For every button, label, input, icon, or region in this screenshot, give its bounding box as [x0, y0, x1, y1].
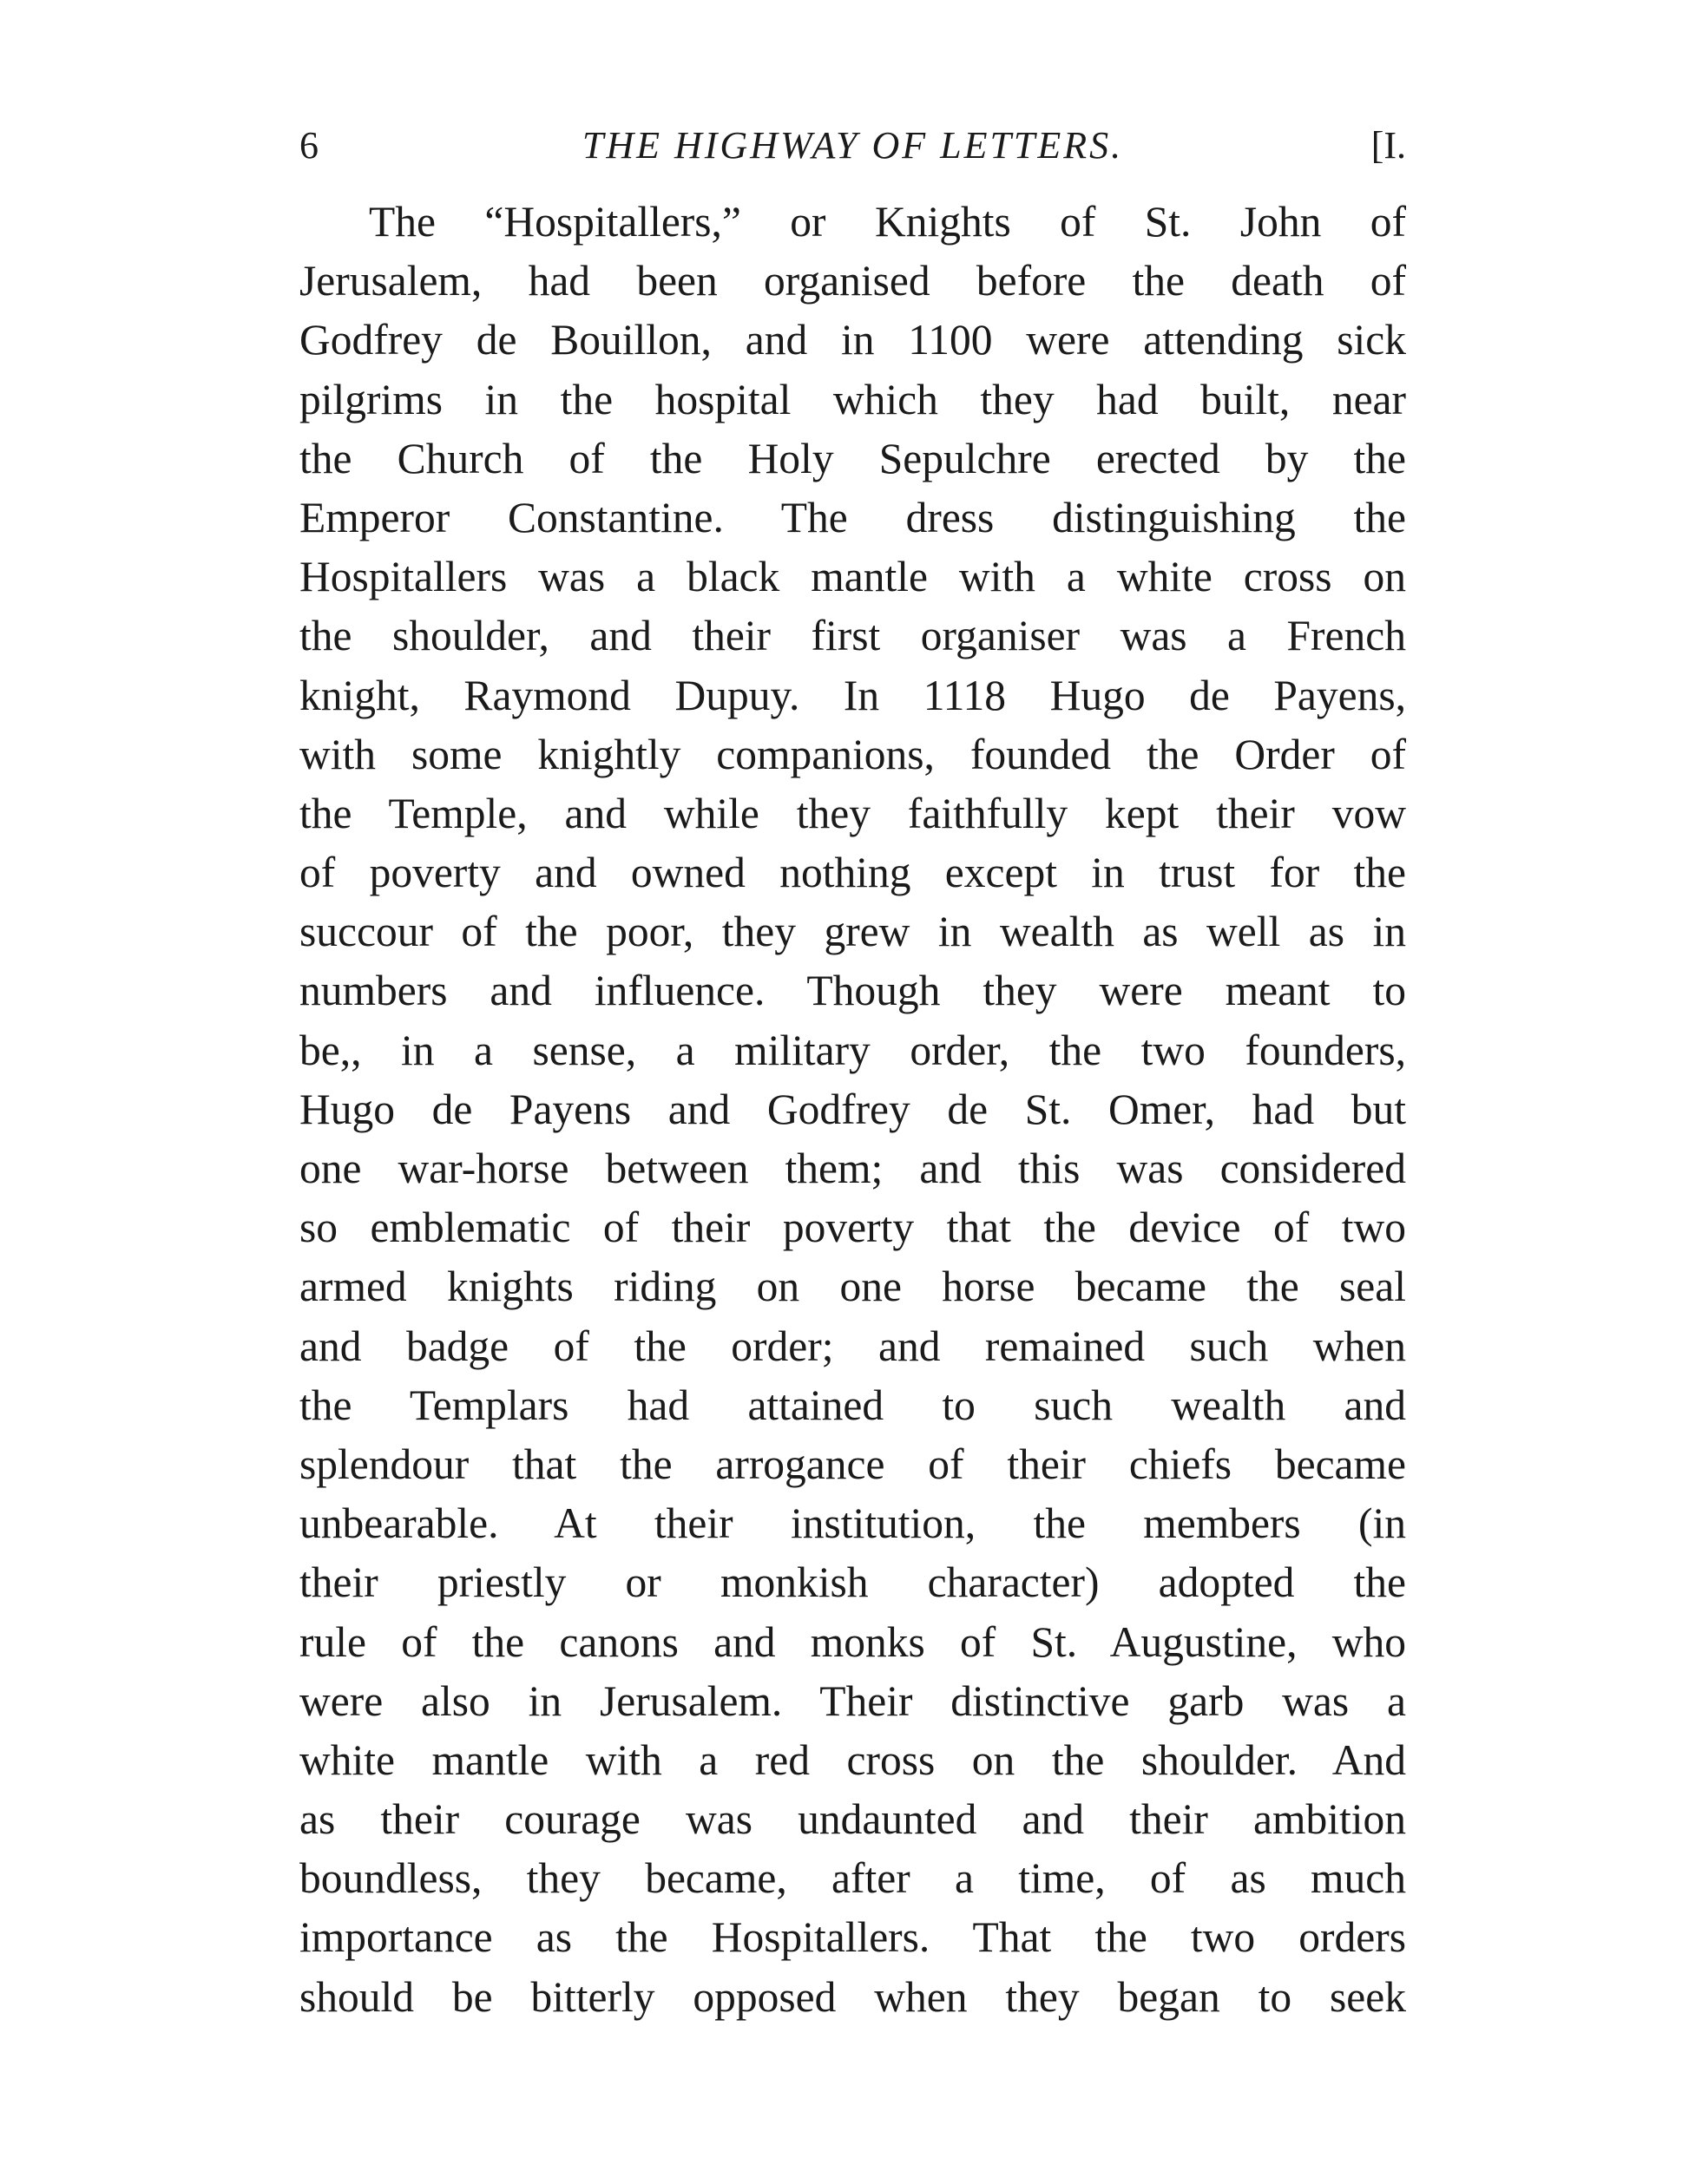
text-line: the Templars had attained to such wealth and — [299, 1381, 1406, 1429]
page-number: 6 — [299, 124, 319, 167]
text-line: splendour that the arrogance of their chiefs became — [299, 1440, 1406, 1488]
text-line: succour of the poor, they grew in wealth as well as in — [299, 908, 1406, 956]
text-line: should be bitterly opposed when they began to seek — [299, 1972, 1406, 2021]
chapter-mark: [I. — [1370, 124, 1406, 167]
text-line: importance as the Hospitallers. That the two orders — [299, 1913, 1406, 1962]
text-line: of poverty and owned nothing except in trust for the — [299, 849, 1406, 897]
text-line: numbers and influence. Though they were meant to — [299, 967, 1406, 1015]
text-line: The “Hospitallers,” or Knights of St. John of — [369, 198, 1406, 246]
text-line: white mantle with a red cross on the shoulder. And — [299, 1735, 1406, 1784]
text-line: the shoulder, and their first organiser was a French — [299, 612, 1406, 660]
text-line: Emperor Constantine. The dress distinguishing the — [299, 493, 1406, 541]
running-head — [299, 120, 1406, 172]
text-line: one war-horse between them; and this was considered — [299, 1144, 1406, 1192]
text-line: Jerusalem, had been organised before the death of — [299, 257, 1406, 305]
text-line: Hugo de Payens and Godfrey de St. Omer, had but — [299, 1085, 1406, 1133]
text-line: Hospitallers was a black mantle with a white cross on — [299, 553, 1406, 601]
text-line: boundless, they became, after a time, of as much — [299, 1854, 1406, 1903]
text-line: armed knights riding on one horse became the seal — [299, 1263, 1406, 1311]
text-line: as their courage was undaunted and their ambition — [299, 1795, 1406, 1844]
text-line: pilgrims in the hospital which they had built, near — [299, 375, 1406, 423]
text-line: so emblematic of their poverty that the device of two — [299, 1203, 1406, 1252]
text-line: and badge of the order; and remained such when — [299, 1322, 1406, 1370]
text-line: unbearable. At their institution, the members (in — [299, 1499, 1406, 1548]
text-line: the Temple, and while they faithfully kept their vow — [299, 789, 1406, 837]
text-line: were also in Jerusalem. Their distinctive garb was a — [299, 1676, 1406, 1725]
text-line: their priestly or monkish character) adopted the — [299, 1558, 1406, 1607]
text-line: be,, in a sense, a military order, the two founders, — [299, 1026, 1406, 1074]
text-line: rule of the canons and monks of St. Augustine, who — [299, 1617, 1406, 1666]
text-line: the Church of the Holy Sepulchre erected by the — [299, 434, 1406, 482]
text-line: Godfrey de Bouillon, and in 1100 were attending sick — [299, 316, 1406, 364]
body-paragraph — [299, 193, 1406, 2027]
text-line: knight, Raymond Dupuy. In 1118 Hugo de Payens, — [299, 671, 1406, 719]
running-title: THE HIGHWAY OF LETTERS. — [582, 124, 1124, 167]
text-line: with some knightly companions, founded the Order of — [299, 730, 1406, 778]
